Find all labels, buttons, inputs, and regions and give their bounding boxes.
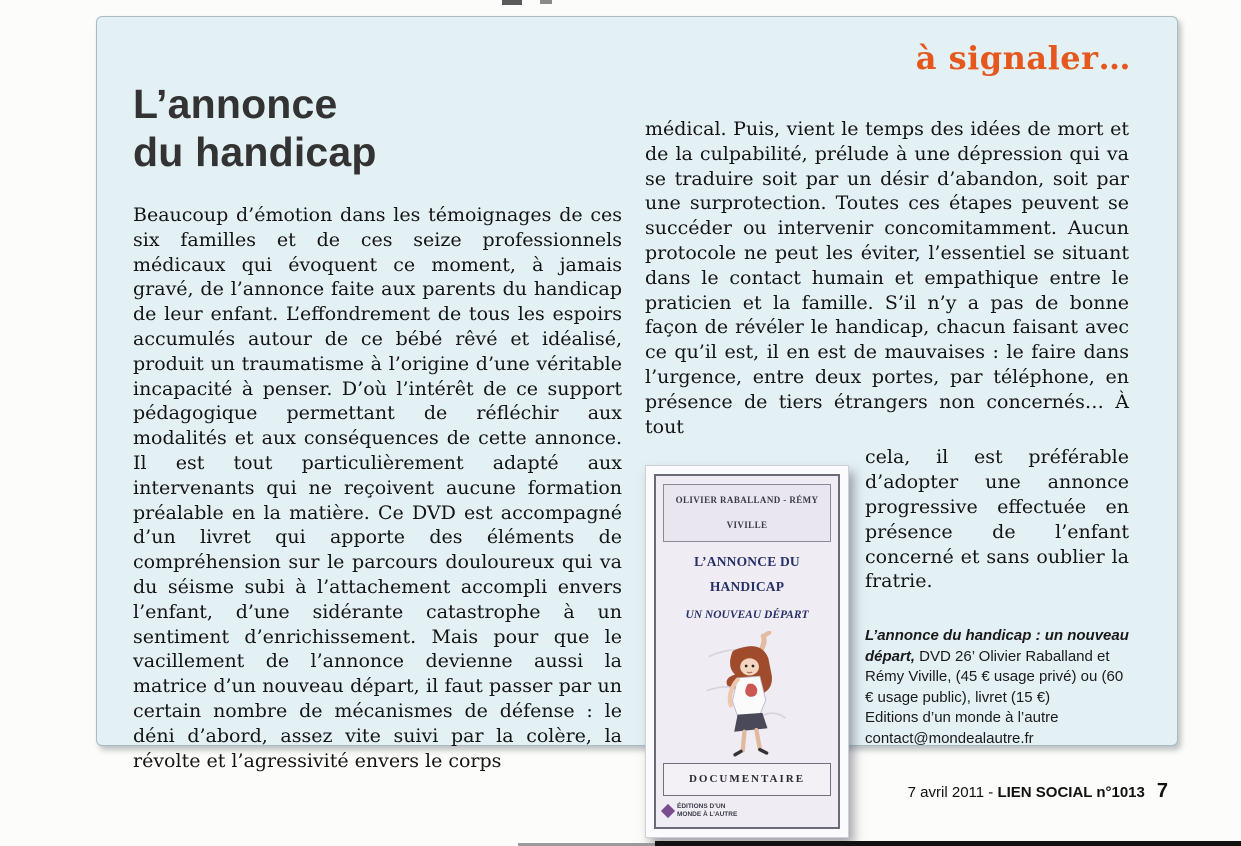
right-stack [865,445,1129,749]
publisher-logo-icon [661,804,675,818]
dvd-caption-title: L’annonce du handicap : un nouveau départ, [865,627,1129,665]
dvd-caption-main [865,626,1129,708]
dvd-cover-card [654,474,840,829]
dvd-title: L’ANNONCE DU HANDICAP [694,553,800,594]
article-title-line2: du handicap [133,128,377,175]
dvd-cover-illustration [673,631,821,759]
article-title-line1: L’annonce [133,81,338,127]
dvd-caption [865,626,1129,749]
article-column-left: Beaucoup d’émotion dans les témoignages de ces six familles et de ces seize professionnels médicaux qui évoquent ce moment, à jamais gravé, de l’annonce faite aux parents du handicap de leur enfant. L’effondrement de tous les espoirs accumulés autour de ce bébé rêvé et idéalisé, produit un traumatisme à l’origine d’une véritable incapacité à penser. D’où l’intérêt de ce support pédagogique permettant de réfléchir aux modalités et aux conséquences de cette annonce. Il est tout particulièrement adapté aux intervenants qui ne reçoivent aucune formation préalable en la matière. Ce DVD est accompagné d’un livret qui apporte des éléments de compréhension sur le parcours douloureux qui va du séisme subi à l’attachement accompli envers l’enfant, d’une sidérante catastrophe à un sentiment d’enrichissement. Mais pour que le vacillement de l’annonce devienne aussi la matrice d’un nouveau départ, il faut passer par un certain nombre de mécanismes de défense : le déni d’abord, assez vite suivi par la colère, la révolte et l’agressivité envers le corps [133,204,622,772]
scan-artifact-top-2 [540,0,552,4]
scan-artifact-top-1 [502,0,522,5]
article-column-right [645,117,1129,838]
dvd-publisher-logo [663,801,831,821]
dvd-authors: OLIVIER RABALLAND - RÉMY VIVILLE [663,484,831,542]
footer-page-number: 7 [1156,780,1168,802]
footer-date: 7 avril 2011 - [907,784,998,801]
article-column-right-text: médical. Puis, vient le temps des idées de mort et de la culpabilité, prélude à une dépression qui va se traduire soit par un désir d’abandon, soit par une surprotection. Toutes ces étapes peuvent se succéder ou intervenir concomitamment. Aucun protocole ne peut les éviter, l’essentiel se situant dans le contact humain et empathique entre le praticien et la famille. S’il n’y a pas de bonne façon de révéler le handicap, chacun faisant avec ce qu’il est, il en est de mauvaises : le faire dans l’urgence, entre deux portes, par téléphone, en présence de tiers étrangers non concernés… À tout [645,118,1129,438]
dvd-subtitle: UN NOUVEAU DÉPART [685,608,809,621]
dvd-caption-details: DVD 26’ Olivier Raballand et Rémy Viville, (45 € usage privé) ou (60 € usage public), livret (15 €) [865,647,1124,706]
footer-journal: LIEN SOCIAL n°1013 [997,784,1145,801]
article-title [133,81,377,177]
dvd-caption-contact: contact@mondealautre.fr [865,729,1034,747]
article-text-wrap: cela, il est préférable d’adopter une annonce progressive effectuée en présence de l’enfant concerné et sans oublier la fratrie. [865,446,1129,593]
page-footer [0,780,1168,803]
dvd-publisher-text: ÉDITIONS D’UN MONDE À L’AUTRE [677,803,738,819]
scan-artifact-bottom [655,841,1241,846]
section-label: à signaler… [915,39,1131,77]
dvd-caption-publisher: Editions d’un monde à l’autre [865,709,1059,727]
dvd-genre-label: DOCUMENTAIRE [663,763,831,796]
